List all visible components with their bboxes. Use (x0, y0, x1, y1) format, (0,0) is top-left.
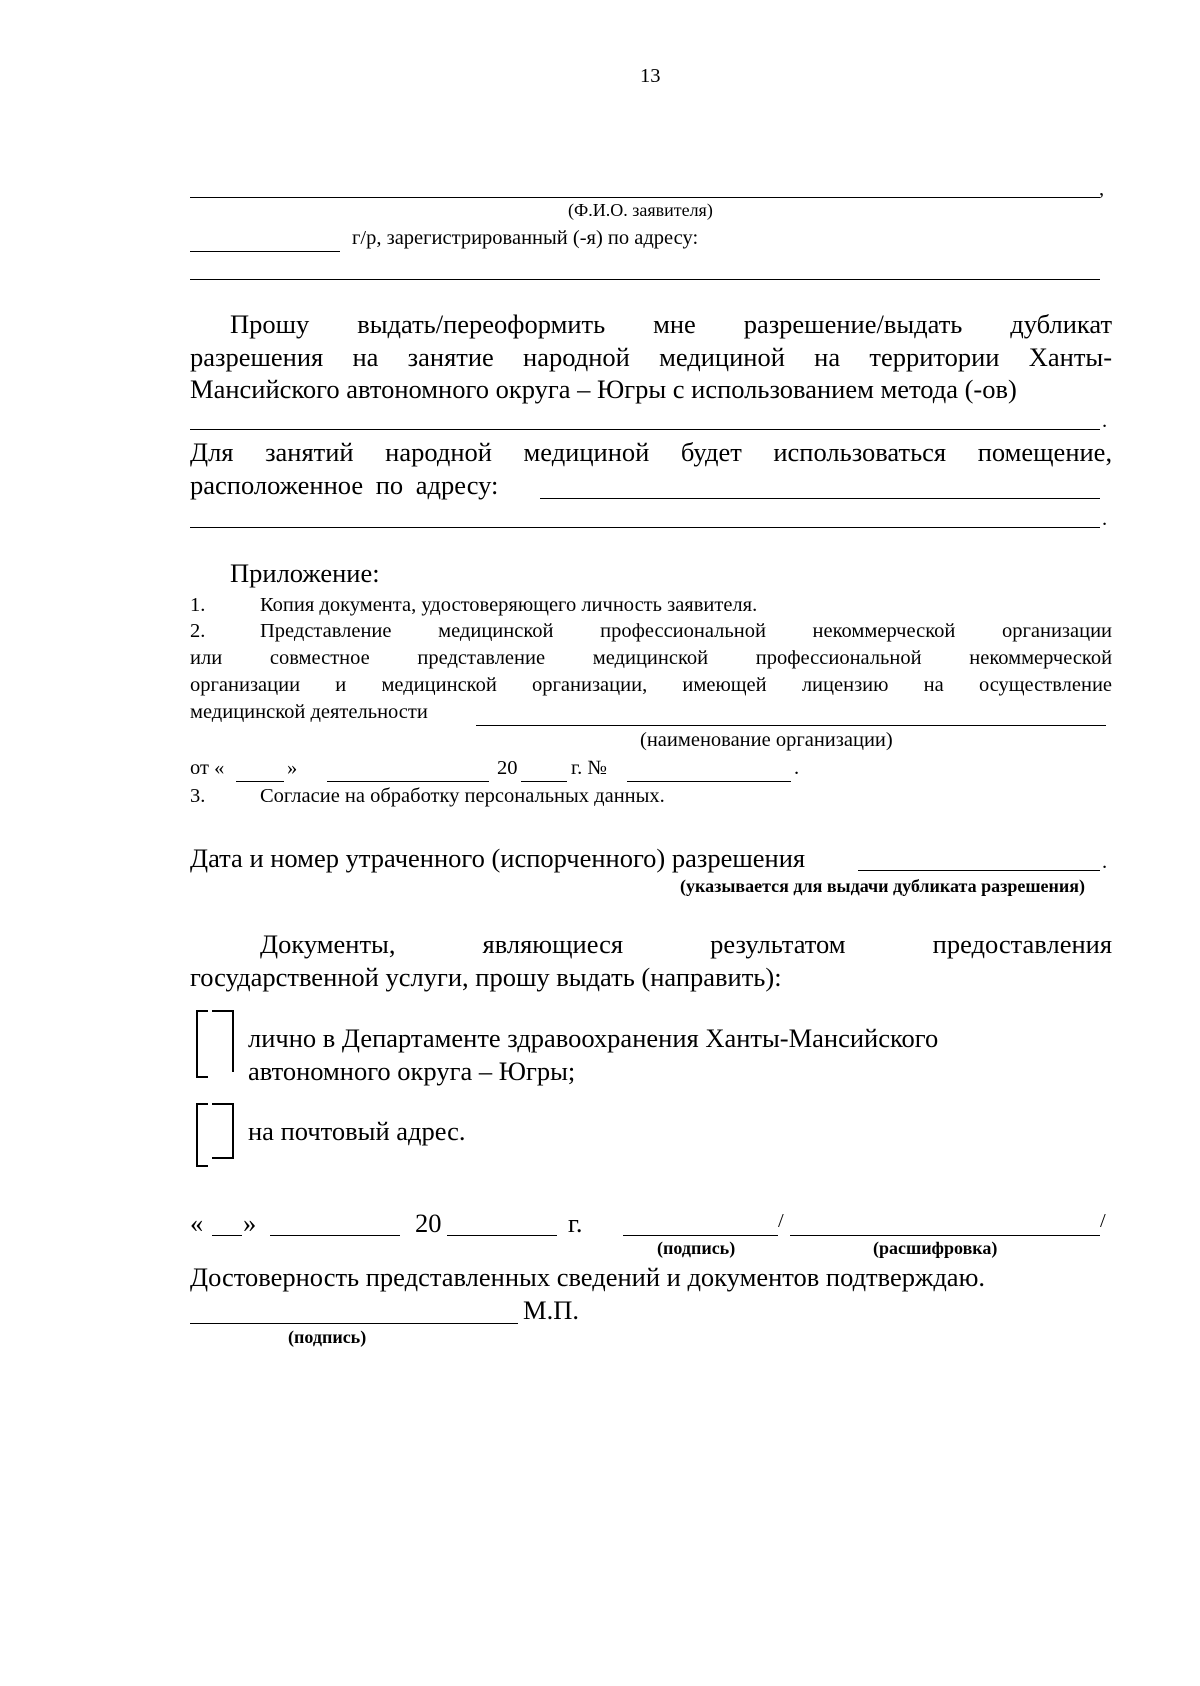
word: или (190, 647, 223, 669)
date-year-line[interactable] (447, 1235, 557, 1236)
attachment-2-line-4: медицинской деятельности (190, 701, 428, 723)
attachment-1-number: 1. (190, 594, 206, 616)
word: являющиеся (482, 929, 624, 959)
signature-line[interactable] (623, 1235, 778, 1236)
word: Документы, (260, 929, 396, 959)
confirmation-signature-line[interactable] (190, 1323, 518, 1324)
option-mail-label: на почтовый адрес. (248, 1116, 466, 1146)
word: организации (1001, 620, 1113, 642)
attachment-3-text: Согласие на обработку персональных данных. (260, 785, 665, 807)
word: выдать/переоформить (357, 309, 606, 339)
word: некоммерческой (969, 647, 1113, 669)
document-number-line[interactable] (627, 781, 791, 782)
date-year-suffix: г. (568, 1208, 583, 1238)
lost-permit-dot: . (1102, 851, 1108, 873)
date-month-line[interactable] (270, 1235, 400, 1236)
premises-dot: . (1102, 508, 1108, 530)
date-year-prefix: 20 (415, 1208, 442, 1238)
word: на (923, 674, 944, 696)
option-personal-line-2: автономного округа – Югры; (248, 1056, 576, 1086)
word: осуществление (978, 674, 1113, 696)
option-personal-checkbox-left[interactable] (196, 1010, 208, 1078)
word: медицинской (592, 647, 709, 669)
lost-permit-line[interactable] (858, 870, 1100, 871)
premises-line-1 (190, 437, 1112, 468)
word: профессиональной (755, 647, 922, 669)
word: будет (680, 437, 742, 467)
stamp-label: М.П. (523, 1295, 579, 1325)
signature-slash-1: / (778, 1210, 784, 1232)
word: Ханты- (1028, 342, 1113, 372)
from-label: от « (190, 757, 225, 779)
word: дубликат (1010, 309, 1113, 339)
word: территории (869, 342, 1000, 372)
option-mail-checkbox-left[interactable] (196, 1103, 208, 1167)
word: медициной (523, 437, 650, 467)
attachment-3-number: 3. (190, 785, 206, 807)
word: совместное (269, 647, 370, 669)
word: имеющей (682, 674, 767, 696)
attachment-2-number: 2. (190, 620, 206, 642)
word: Для (190, 437, 234, 467)
registration-address-line[interactable] (190, 279, 1100, 280)
word: на (352, 342, 379, 372)
fio-caption: (Ф.И.О. заявителя) (568, 200, 713, 220)
page-number: 13 (640, 65, 661, 87)
premises-address-line-1[interactable] (540, 498, 1100, 499)
word: результатом (710, 929, 846, 959)
word: организации (190, 674, 301, 696)
decoding-line[interactable] (790, 1235, 1100, 1236)
attachment-2-line-1 (260, 620, 1112, 643)
organization-caption: (наименование организации) (640, 729, 893, 751)
method-dot: . (1102, 410, 1108, 432)
lost-permit-caption: (указывается для выдачи дубликата разрешения) (680, 876, 1085, 896)
from-day-line[interactable] (236, 781, 284, 782)
confirmation-signature-caption: (подпись) (288, 1327, 367, 1347)
premises-line-2: расположенное по адресу: (190, 470, 499, 500)
word: медицинской (438, 620, 554, 642)
word: разрешения (190, 342, 324, 372)
word: использоваться (773, 437, 947, 467)
attachment-2-line-3 (190, 674, 1112, 697)
from-month-line[interactable] (327, 781, 489, 782)
option-personal-checkbox[interactable] (212, 1010, 234, 1072)
word: и (335, 674, 347, 696)
applicant-name-line[interactable] (190, 197, 1100, 198)
word: некоммерческой (812, 620, 956, 642)
word: на (814, 342, 841, 372)
signature-caption: (подпись) (657, 1238, 736, 1258)
signature-slash-2: / (1100, 1210, 1106, 1232)
date-open-quote: « (190, 1208, 204, 1238)
method-line[interactable] (190, 429, 1100, 430)
decoding-caption: (расшифровка) (873, 1238, 998, 1258)
organization-name-line[interactable] (476, 725, 1106, 726)
from-close-quote: » (287, 757, 298, 779)
lost-permit-label: Дата и номер утраченного (испорченного) разрешения (190, 843, 806, 873)
word: помещение, (977, 437, 1113, 467)
word: Прошу (230, 309, 310, 339)
word: разрешение/выдать (743, 309, 963, 339)
word: занятий (265, 437, 354, 467)
word: медициной (659, 342, 785, 372)
option-mail-checkbox[interactable] (212, 1103, 234, 1159)
from-year-prefix: 20 (497, 757, 518, 779)
word: мне (653, 309, 696, 339)
confirmation-text: Достоверность представленных сведений и документов подтверждаю. (190, 1262, 985, 1292)
citizen-registration-label: г/р, зарегистрированный (-я) по адресу: (352, 227, 699, 249)
birth-year-line[interactable] (190, 251, 340, 252)
from-year-line[interactable] (521, 781, 567, 782)
word: занятие (407, 342, 494, 372)
word: профессиональной (600, 620, 766, 642)
request-line-2 (190, 342, 1112, 373)
attachment-1-text: Копия документа, удостоверяющего личность заявителя. (260, 594, 758, 616)
word: лицензию (801, 674, 889, 696)
option-personal-line-1: лично в Департаменте здравоохранения Ханты-Мансийского (248, 1023, 939, 1053)
word: организации, (532, 674, 648, 696)
delivery-line-1 (190, 929, 1112, 960)
word: предоставления (932, 929, 1113, 959)
number-dot: . (794, 757, 800, 779)
word: медицинской (381, 674, 497, 696)
delivery-line-2: государственной услуги, прошу выдать (направить): (190, 962, 782, 992)
name-comma: , (1099, 178, 1105, 200)
number-label: г. № (571, 757, 607, 779)
word: народной (385, 437, 492, 467)
date-close-quote: » (243, 1208, 257, 1238)
request-line-1 (190, 309, 1112, 340)
word: представление (417, 647, 546, 669)
attachment-2-line-2 (190, 647, 1112, 670)
word: народной (523, 342, 630, 372)
premises-address-line-2[interactable] (190, 527, 1100, 528)
date-day-line[interactable] (212, 1235, 242, 1236)
word: Представление (260, 620, 392, 642)
request-line-3: Мансийского автономного округа – Югры с использованием метода (-ов) (190, 374, 1017, 404)
attachments-title: Приложение: (230, 558, 380, 588)
